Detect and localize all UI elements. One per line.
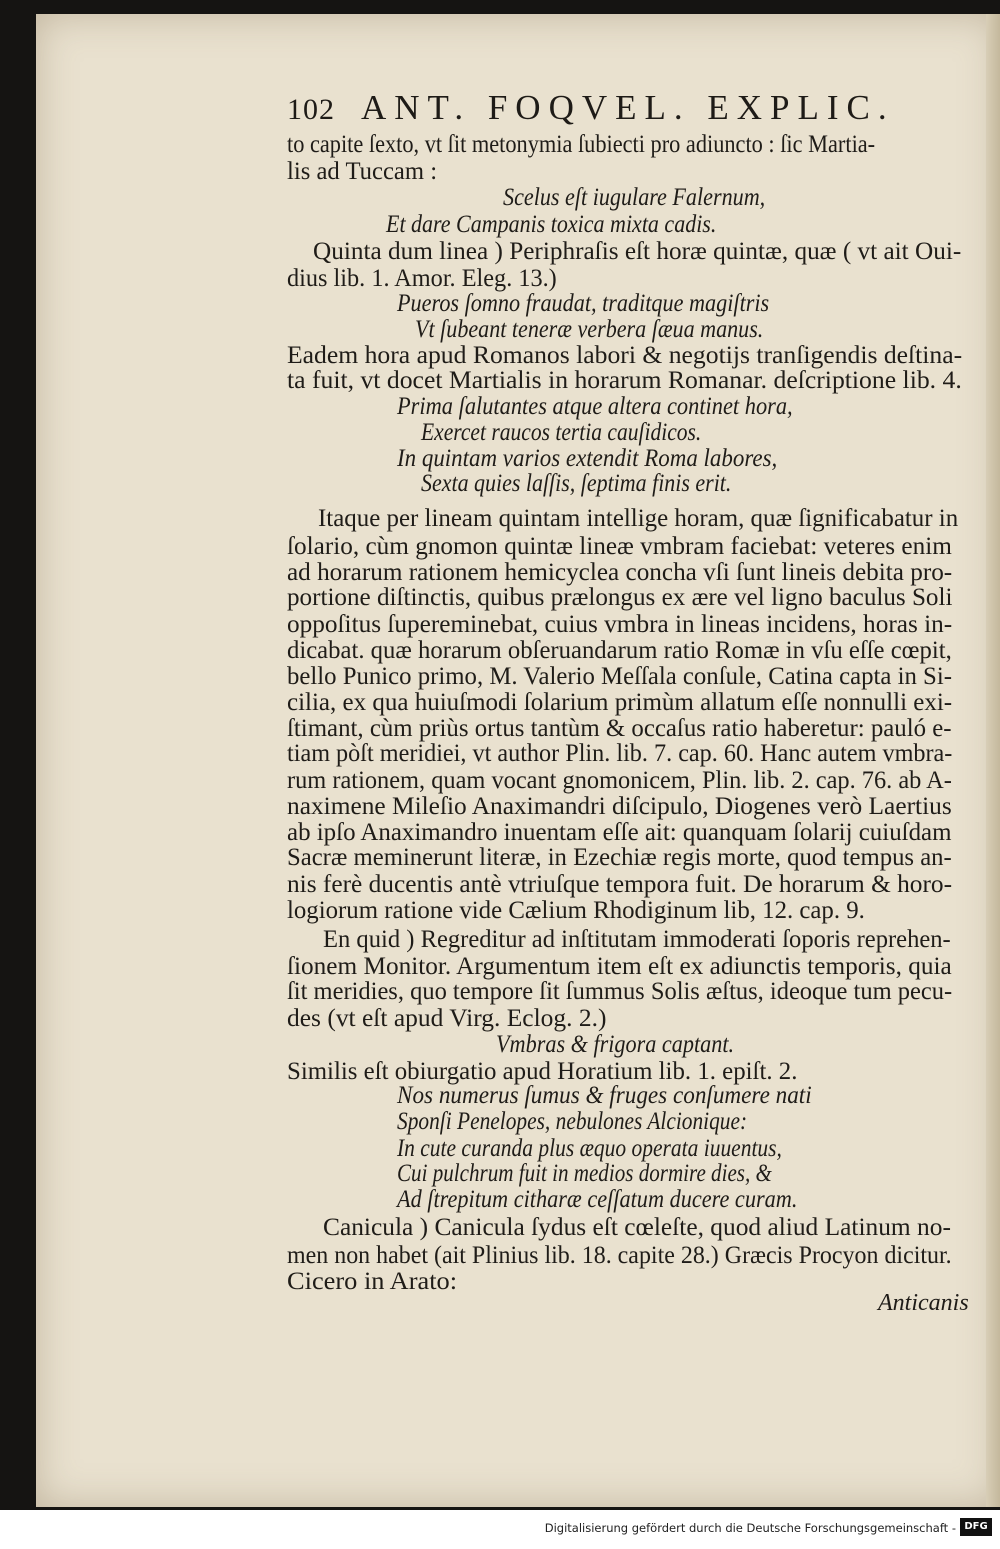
text-line: Canicula ) Canicula ſydus eſt cœleſte, quod aliud Latinum no- — [323, 1214, 951, 1241]
verse-line: Exercet raucos tertia cauſidicos. — [421, 419, 702, 446]
page-edge — [986, 14, 1000, 1507]
verse-line: Vt ſubeant teneræ verbera ſæua manus. — [415, 316, 764, 343]
text-line: des (vt eſt apud Virg. Eclog. 2.) — [287, 1005, 607, 1032]
text-line: nis ferè ducentis antè vtriuſque tempora fuit. De horarum & horo- — [287, 871, 953, 898]
text-line: naximene Mileſio Anaximandri diſcipulo, Diogenes verò Laertius — [287, 793, 952, 820]
footer-credit: Digitalisierung gefördert durch die Deutsche Forschungsgemeinschaft - — [544, 1521, 956, 1535]
running-header — [287, 88, 895, 128]
text-line: ſolario, cùm gnomon quintæ lineæ vmbram faciebat: veteres enim — [287, 533, 952, 560]
text-line: dicabat. quæ horarum obſeruandarum ratio Romæ in vſu eſſe cœpit, — [287, 637, 952, 664]
verse-line: In quintam varios extendit Roma labores, — [397, 445, 778, 472]
verse-line: Prima ſalutantes atque altera continet hora, — [397, 393, 793, 420]
verse-line: Ad ſtrepitum citharæ ceſſatum ducere curam. — [397, 1186, 798, 1213]
text-line: Quinta dum linea ) Periphraſis eſt horæ quintæ, quæ ( vt ait Oui- — [313, 238, 962, 265]
text-line: ſit meridies, quo tempore ſit ſummus Solis æſtus, ideoque tum pecu- — [287, 978, 953, 1005]
text-line: Eadem hora apud Romanos labori & negotijs tranſigendis deſtina- — [287, 342, 963, 369]
running-title: ANT. FOQVEL. EXPLIC. — [361, 88, 895, 127]
verse-line: Sponſi Penelopes, nebulones Alcionique: — [397, 1108, 748, 1135]
text-line: cilia, ex qua huiuſmodi ſolarium primùm allatum eſſe nonnulli exi- — [287, 689, 953, 716]
text-line: lis ad Tuccam : — [287, 158, 438, 185]
page-number: 102 — [287, 93, 335, 126]
text-line: dius lib. 1. Amor. Eleg. 13.) — [287, 265, 557, 292]
dfg-logo: DFG — [960, 1518, 992, 1536]
verse-line: Cui pulchrum fuit in medios dormire dies, & — [397, 1160, 772, 1187]
text-line: ad horarum rationem hemicyclea concha vſi ſunt lineis debita pro- — [287, 559, 953, 586]
text-line: Similis eſt obiurgatio apud Horatium lib. 1. epiſt. 2. — [287, 1058, 798, 1085]
text-line: logiorum ratione vide Cælium Rhodiginum lib, 12. cap. 9. — [287, 897, 865, 924]
text-line: En quid ) Regreditur ad inſtitutam immoderati ſoporis reprehen- — [323, 926, 951, 953]
text-line: Cicero in Arato: — [287, 1268, 458, 1295]
text-line: ſionem Monitor. Argumentum item eſt ex adiunctis temporis, quia — [287, 953, 952, 980]
text-line: ta fuit, vt docet Martialis in horarum Romanar. deſcriptione lib. 4. — [287, 367, 962, 394]
text-line: Sacræ meminerunt literæ, in Ezechiæ regis morte, quod tempus an- — [287, 844, 952, 871]
verse-line: In cute curanda plus æquo operata iuuentus, — [397, 1135, 782, 1162]
verse-line: Et dare Campanis toxica mixta cadis. — [386, 211, 717, 238]
text-line: ſtimant, cùm priùs ortus tantùm & occaſus ratio haberetur: pauló e- — [287, 715, 952, 742]
text-line: tiam pòſt meridiei, vt author Plin. lib. 7. cap. 60. Hanc autem vmbra- — [287, 740, 953, 767]
text-line: rum rationem, quam vocant gnomonicem, Plin. lib. 2. cap. 76. ab A- — [287, 767, 952, 794]
verse-line: Sexta quies laſſis, ſeptima finis erit. — [421, 470, 732, 497]
verse-line: Pueros ſomno fraudat, traditque magiſtris — [397, 290, 770, 317]
text-line: portione diſtinctis, quibus prælongus ex ære vel ligno baculus Soli — [287, 584, 953, 611]
text-line: Itaque per lineam quintam intellige horam, quæ ſignificabatur in — [318, 505, 959, 532]
catchword: Anticanis — [878, 1290, 969, 1316]
text-line: ab ipſo Anaximandro inuentam eſſe ait: quanquam ſolarij cuiuſdam — [287, 819, 952, 846]
verse-line: Nos numerus ſumus & fruges conſumere nati — [397, 1082, 812, 1109]
text-line: men non habet (ait Plinius lib. 18. capite 28.) Græcis Procyon dicitur. — [287, 1242, 952, 1269]
text-line: bello Punico primo, M. Valerio Meſſala conſule, Catina capta in Si- — [287, 663, 952, 690]
text-line: to capite ſexto, vt ſit metonymia ſubiecti pro adiuncto : ſic Martia- — [287, 131, 876, 158]
text-line: oppoſitus ſupereminebat, cuius vmbra in lineas incidens, horas in- — [287, 611, 953, 638]
verse-line: Scelus eſt iugulare Falernum, — [503, 184, 766, 211]
verse-line: Vmbras & frigora captant. — [496, 1031, 735, 1058]
